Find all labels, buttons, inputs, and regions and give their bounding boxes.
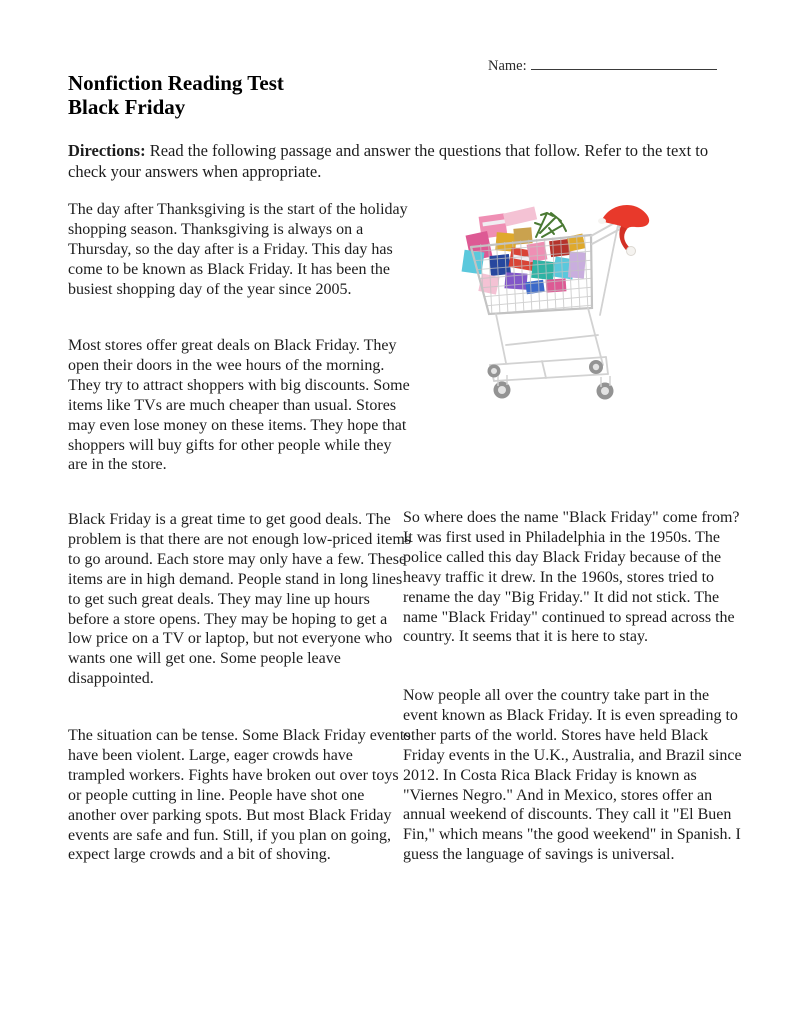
directions-label: Directions: — [68, 141, 146, 160]
page-title-line2: Black Friday — [68, 94, 186, 119]
page-title — [68, 72, 284, 119]
passage-paragraph-5: So where does the name "Black Friday" come from? It was first used in Philadelphia in the 1950s. The police called this day Black Friday because of the heavy traffic it drew. In the 1960s, stores tried to rename the day "Big Friday." It did not stick. The name "Black Friday" continued to spread across the country. It seems that it is here to stay. — [403, 509, 740, 646]
shopping-cart-svg — [450, 195, 670, 410]
name-label: Name: — [488, 58, 527, 74]
directions-text: Read the following passage and answer the questions that follow. Refer to the text to check your answers when appropriate. — [68, 141, 709, 181]
passage-paragraph-3: Black Friday is a great time to get good deals. The problem is that there are not enough low-priced items to go around. Each store may only have a few. These items are in high demand. People stand in long lines to get such great deals. They may line up hours before a store opens. They may be hoping to get a low price on a TV or laptop, but not everyone who wants one will get one. Some people leave disappointed. — [68, 511, 412, 688]
passage-paragraph-1: The day after Thanksgiving is the start of the holiday shopping season. Thanksgiving is always on a Thursday, so the day after is a Friday. This day has come to be known as Black Friday. It has been the busiest shopping day of the year since 2005. — [68, 201, 408, 298]
name-blank-line — [531, 56, 717, 70]
santa-hat-icon — [598, 205, 649, 255]
shopping-cart-image — [450, 195, 670, 410]
passage-paragraph-2: Most stores offer great deals on Black Friday. They open their doors in the wee hours of the morning. They try to attract shoppers with big discounts. Some items like TVs are much cheaper than usual. Stores may even lose money on these items. They hope that shoppers will buy gifts for other people while they are in the store. — [68, 337, 410, 474]
directions — [68, 140, 744, 182]
pine-sprig-icon — [535, 213, 566, 237]
cart-wheel — [589, 360, 614, 400]
page-title-line1: Nonfiction Reading Test — [68, 71, 284, 95]
pom-pom — [627, 247, 636, 256]
name-field-row — [488, 56, 717, 75]
cart-wheels — [488, 360, 614, 400]
passage-paragraph-6: Now people all over the country take part in the event known as Black Friday. It is even spreading to other parts of the world. Stores have held Black Friday events in the U.K., Australia, and Brazil since 2012. In Costa Rica Black Friday is known as "Viernes Negro." And in Mexico, stores offer an annual weekend of discounts. They call it "El Buen Fin," which means "the good weekend" in Spanish. I guess the language of savings is universal. — [403, 687, 742, 864]
passage-paragraph-4: The situation can be tense. Some Black Friday events have been violent. Large, eager crowds have trampled workers. Fights have broken out over toys or people cutting in line. People have shot one another over parking spots. But most Black Friday events are safe and fun. Still, if you plan on going, expect large crowds and a bit of shoving. — [68, 727, 411, 864]
